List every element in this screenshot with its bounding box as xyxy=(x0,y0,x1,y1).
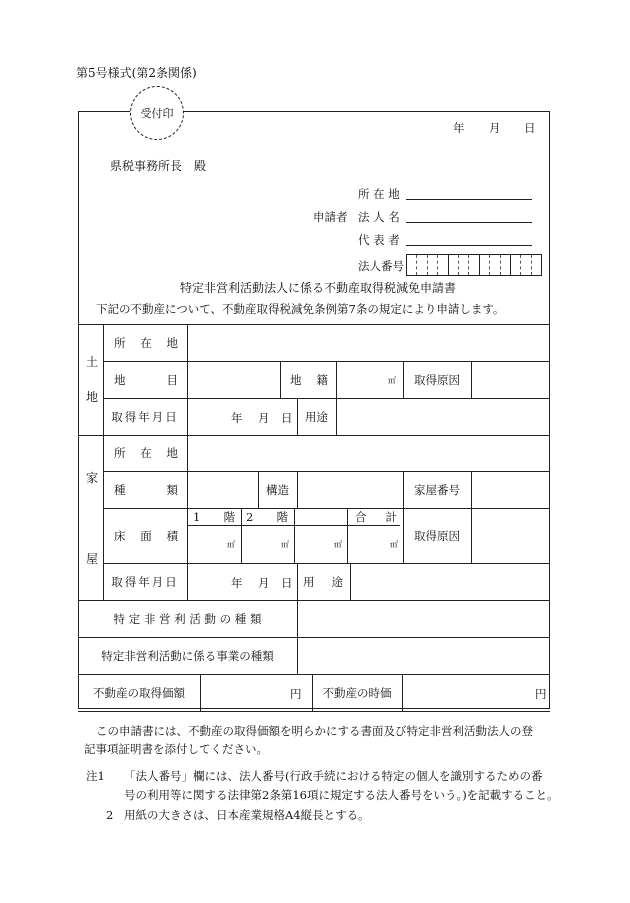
land-date-year: 年 xyxy=(231,411,243,425)
land-section-1: 土 xyxy=(86,355,99,369)
house-use-label: 用 途 xyxy=(303,574,343,589)
corp-number-boxes[interactable] xyxy=(406,254,542,276)
house-date-day: 日 xyxy=(281,576,293,590)
house-acq-date-label: 取得年月日 xyxy=(111,574,179,589)
form-number: 第5号様式(第2条関係) xyxy=(76,66,197,80)
floor-total-label: 合 計 xyxy=(355,509,397,524)
land-location-label: 所 在 地 xyxy=(114,335,178,350)
date-year: 年 xyxy=(453,121,465,135)
business-type-label: 特定非営利活動に係る事業の種類 xyxy=(101,648,274,663)
corp-number-label: 法人番号 xyxy=(358,259,404,273)
land-category-label: 地 目 xyxy=(114,372,178,387)
floor2-unit: ㎡ xyxy=(281,540,289,549)
land-date-day: 日 xyxy=(281,411,293,425)
floor-total-unit: ㎡ xyxy=(390,540,398,549)
land-registry-label: 地 籍 xyxy=(290,372,328,387)
floor1-unit: ㎡ xyxy=(227,540,235,549)
land-section-2: 地 xyxy=(86,390,99,404)
applicant-address-line xyxy=(406,199,532,200)
house-section-2: 屋 xyxy=(86,552,99,566)
house-acq-reason-label: 取得原因 xyxy=(414,528,460,543)
land-use-label: 用途 xyxy=(305,409,328,424)
applicant-name-label: 法 人 名 xyxy=(358,210,400,224)
land-date-month: 月 xyxy=(258,411,270,425)
applicant-rep-line xyxy=(406,245,532,246)
note1-line2: 号の利用等に関する法律第2条第16項に規定する法人番号をいう。)を記載すること。 xyxy=(124,788,559,802)
land-area-unit: ㎡ xyxy=(388,376,396,385)
market-price-label: 不動産の時価 xyxy=(322,685,392,700)
date-day: 日 xyxy=(524,121,536,135)
date-month: 月 xyxy=(489,121,501,135)
addressee: 県税事務所長 殿 xyxy=(110,159,207,173)
applicant-rep-label: 代 表 者 xyxy=(358,233,400,247)
house-structure-label: 構造 xyxy=(266,482,289,497)
house-location-label: 所 在 地 xyxy=(114,446,178,460)
floor3-unit: ㎡ xyxy=(334,540,342,549)
house-date-month: 月 xyxy=(258,576,270,590)
attach-note-line1: この申請書には、不動産の取得価額を明らかにする書面及び特定非営利活動法人の登 xyxy=(96,724,533,738)
note2-label: 2 xyxy=(106,808,114,822)
floor1-label: 1 階 xyxy=(193,509,235,524)
acq-price-yen: 円 xyxy=(290,687,302,701)
house-floor-area-label: 床 面 積 xyxy=(114,528,178,543)
house-kind-label: 種 類 xyxy=(114,482,178,497)
note1-label: 注1 xyxy=(86,769,105,783)
reception-stamp xyxy=(130,86,184,140)
note1-line1: 「法人番号」欄には、法人番号(行政手続における特定の個人を識別するための番 xyxy=(124,769,543,783)
land-acq-date-label: 取得年月日 xyxy=(111,409,179,424)
acq-price-label: 不動産の取得価額 xyxy=(93,685,185,700)
stamp-label: 受付印 xyxy=(140,107,174,120)
attach-note-line2: 記事項証明書を添付してください。 xyxy=(84,742,268,756)
form-title: 特定非営利活動法人に係る不動産取得税減免申請書 xyxy=(180,281,457,295)
market-price-yen: 円 xyxy=(535,687,547,701)
floor2-label: 2 階 xyxy=(246,509,288,524)
land-acq-reason-label: 取得原因 xyxy=(414,372,460,387)
activity-type-label: 特 定 非 営 利 活 動 の 種 類 xyxy=(113,611,262,626)
note2-text: 用紙の大きさは、日本産業規格A4縦長とする。 xyxy=(124,808,370,822)
house-number-label: 家屋番号 xyxy=(414,482,460,497)
house-section-1: 家 xyxy=(86,471,99,485)
applicant-label: 申請者 xyxy=(313,210,348,224)
house-date-year: 年 xyxy=(231,576,243,590)
applicant-address-label: 所 在 地 xyxy=(358,187,400,201)
intro-text: 下記の不動産について、不動産取得税減免条例第7条の規定により申請します。 xyxy=(96,302,505,316)
applicant-name-line xyxy=(406,222,532,223)
